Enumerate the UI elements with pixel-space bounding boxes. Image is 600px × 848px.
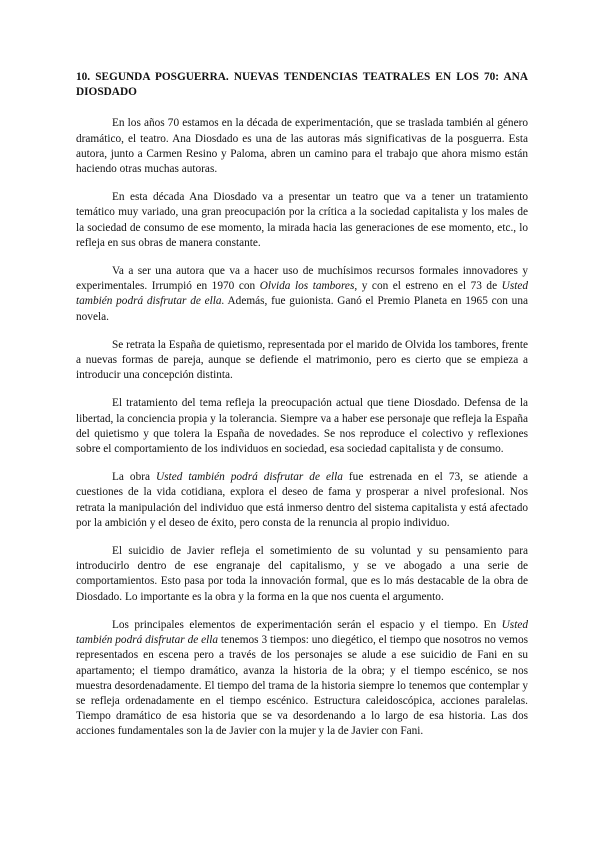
section-title: 10. SEGUNDA POSGUERRA. NUEVAS TENDENCIAS TEATRALES EN LOS 70: ANA DIOSDADO [76,71,528,99]
paragraph-3 [76,264,528,325]
paragraph-3-text-c: Además, fue guionista. Ganó el Premio Planeta en 1965 con una novela. [76,295,528,323]
paragraph-2: En esta década Ana Diosdado va a presentar un teatro que va a tener un tratamiento temático muy variado, una gran preocupación por la crítica a la sociedad capitalista y los males de la sociedad de consumo de ese momento, la mirada hacia las generaciones de ese momento, etc., lo refleja en sus obras de manera constante. [76,191,528,249]
paragraph-3-text-b: , y con el estreno en el 73 de [354,280,502,293]
paragraph-4: Se retrata la España de quietismo, representada por el marido de Olvida los tambores, frente a nuevas formas de pareja, aunque se defiende el matrimonio, pero es cierto que se empieza a introducir una concepción distinta. [76,338,528,382]
paragraph-8-text-a: Los principales elementos de experimentación serán el espacio y el tiempo. En [112,618,502,631]
document-page [76,70,528,753]
paragraph-8-text-b: tenemos 3 tiempos: uno diegético, el tiempo que nosotros no vemos representados en escena pero a través de los personajes se alude a ese suicidio de Fani en su apartamento; el tiempo dramático, avanza la historia de la obra; y el tiempo escénico, se nos muestra desordenadamente. El tiempo del trama de la historia siempre lo tenemos que contemplar y se refleja ordenadamente en el tiempo escénico. Estructura caleidoscópica, acciones paralelas. Tiempo dramático de esa historia que se va desordenando a lo largo de esa historia. Las dos acciones fundamentales son la de Javier con la mujer y la de Javier con Fani. [76,634,528,738]
paragraph-6-text-b: fue estrenada en el 73, se atiende a cuestiones de la vida cotidiana, explora el deseo de fama y prosperar a nivel profesional. Nos retrata la manipulación del individuo que está inmerso dentro del sistema capitalista y está afectado por la ambición y el deseo de éxito, pero consta de la renuncia al propio individuo. [76,471,529,529]
paragraph-3-text-a: Va a ser una autora que va a hacer uso de muchísimos recursos formales innovadores y experimentales. Irrumpió en 1970 con [76,265,528,293]
paragraph-6 [76,470,528,531]
paragraph-5: El tratamiento del tema refleja la preocupación actual que tiene Diosdado. Defensa de la libertad, la conciencia propia y la tolerancia. Siempre va a haber ese personaje que refleja la España del quietismo y que tolera la España de novedades. Se nos reproduce el colectivo y reflexiones sobre el comportamiento de los individuos en sociedad, esa sociedad capitalista y de consumo. [76,397,528,456]
work-title-usted-tambien: Usted también podrá disfrutar de ella [76,618,528,647]
work-title-usted-tambien: Usted también podrá disfrutar de ella. [76,280,529,308]
paragraph-1: En los años 70 estamos en la década de experimentación, que se traslada también al género dramático, el teatro. Ana Diosdado es una de las autoras más significativas de la posguerra. Esta autora, junto a Carmen Resino y Paloma, abren un camino para el trabajo que ahora mismo están haciendo otras muchas autoras. [76,117,528,176]
paragraph-7: El suicidio de Javier refleja el sometimiento de su voluntad y su pensamiento para introducirlo dentro de ese engranaje del capitalismo, y se ve abogado a una serie de comportamientos. Esto pasa por toda la innovación formal, que es lo más destacable de la obra de Diosdado. Lo importante es la obra y la forma en la que nos cuenta el argumento. [76,545,528,603]
paragraph-8 [76,618,528,740]
paragraph-6-text-a: La obra [112,471,156,484]
work-title-olvida-los-tambores: Olvida los tambores [259,280,355,293]
work-title-usted-tambien: Usted también podrá disfrutar de ella [156,471,343,484]
